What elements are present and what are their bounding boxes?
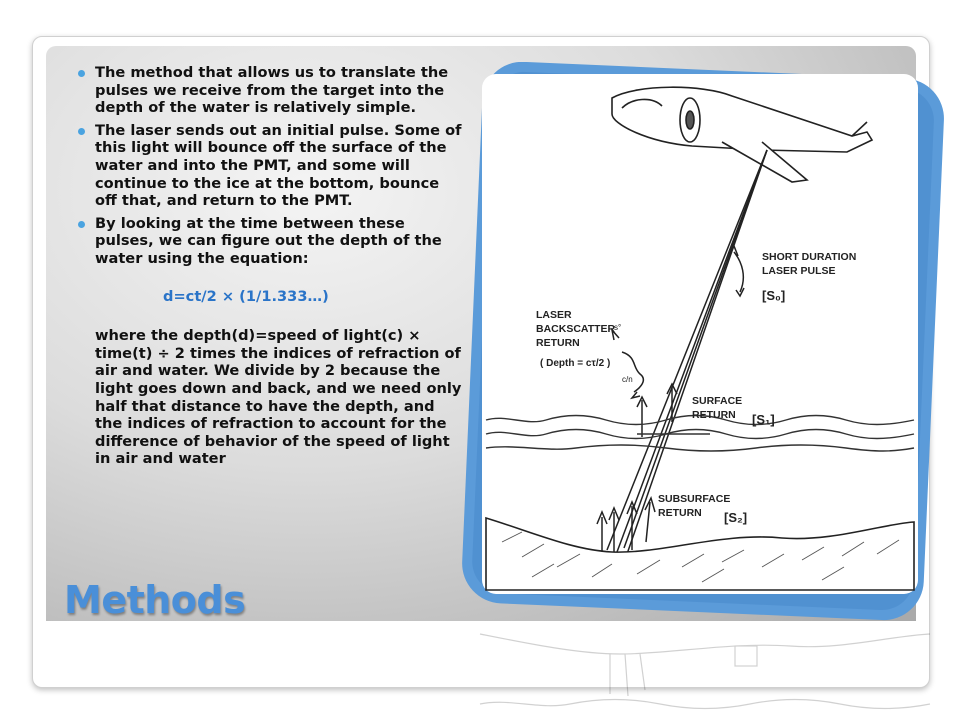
- label-surface: SURFACE: [692, 395, 743, 407]
- label-backscatter: BACKSCATTER: [536, 323, 616, 335]
- bullet-text: The method that allows us to translate the pulses we receive from the target into the depth of the water is relatively simple.: [95, 64, 449, 117]
- label-laser-pulse: LASER PULSE: [762, 265, 836, 277]
- bullet-list: [78, 64, 462, 473]
- bullet-item: [78, 215, 462, 468]
- label-s2: [S₂]: [724, 510, 748, 525]
- depth-equation: d=ct/2 × (1/1.333…): [163, 287, 329, 305]
- bullet-dot-icon: [78, 128, 85, 135]
- label-short-pulse: SHORT DURATION: [762, 251, 857, 263]
- label-s1: [S₁]: [752, 412, 775, 427]
- bullet-dot-icon: [78, 70, 85, 77]
- label-return: RETURN: [536, 337, 580, 349]
- bullet-text: By looking at the time between these pulses, we can figure out the depth of the water using the equation:: [95, 214, 442, 267]
- label-s0: [S₀]: [762, 288, 786, 303]
- figure-reflection: [470, 624, 940, 720]
- label-subsurface: SUBSURFACE: [658, 493, 731, 505]
- bullet-item: [78, 64, 462, 117]
- bullet-dot-icon: [78, 221, 85, 228]
- lidar-figure: [462, 62, 946, 622]
- label-depth-formula: ( Depth = cτ/2 ): [540, 358, 611, 369]
- bullet-item: [78, 122, 462, 210]
- label-surface-return: RETURN: [692, 409, 736, 421]
- label-note-top: s°: [614, 323, 622, 332]
- bullet-text: The laser sends out an initial pulse. Some of this light will bounce off the surface of the water and into the PMT, and some will continue to the ice at the bottom, bounce off that, and return to the PMT.: [95, 121, 462, 210]
- equation-explanation: where the depth(d)=speed of light(c) × time(t) ÷ 2 times the indices of refraction of air and water. We divide by 2 because the light goes down and back, and we need only half that distance to have the depth, and the indices of refraction to account for the difference of behavior of the speed of light in air and water: [95, 327, 462, 468]
- label-subsurface-return: RETURN: [658, 507, 702, 519]
- label-laser: LASER: [536, 309, 572, 321]
- label-note-bottom: c/n: [622, 375, 633, 384]
- slide-title: Methods: [64, 578, 246, 622]
